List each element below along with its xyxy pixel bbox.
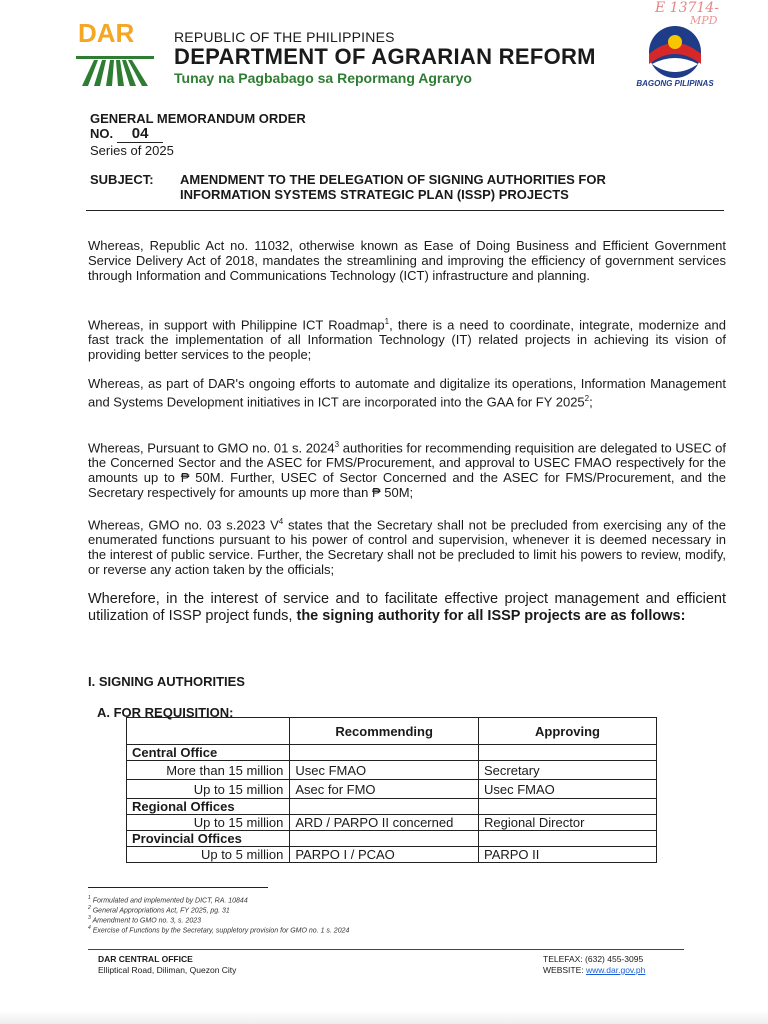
table-cell: Asec for FMO	[290, 780, 479, 799]
footnote-3-number: 3	[88, 915, 91, 921]
table-cell	[478, 831, 656, 847]
table-cell: Usec FMAO	[290, 761, 479, 780]
table-group-row	[127, 799, 657, 815]
subject-divider	[86, 210, 724, 211]
footer-telefax: TELEFAX: (632) 455-3095	[543, 954, 644, 964]
table-cell: Secretary	[478, 761, 656, 780]
section-title: I. SIGNING AUTHORITIES	[88, 674, 245, 689]
table-header-approving: Approving	[478, 718, 656, 745]
paragraph-6	[88, 591, 726, 625]
scan-edge	[0, 1010, 768, 1024]
paragraph-1: Whereas, Republic Act no. 11032, otherwise known as Ease of Doing Business and Efficient Government Service Delivery Act of 2018, mandates the streamlining and improving the efficiency of government services through Information and Communications Technology (ICT) infrastructure and planning.	[88, 238, 726, 283]
table-cell: Regional Director	[478, 815, 656, 831]
handwritten-mark: E 13714-	[655, 0, 719, 16]
table-cell: Up to 15 million	[127, 815, 290, 831]
table-group-row	[127, 745, 657, 761]
department-motto: Tunay na Pagbabago sa Repormang Agraryo	[174, 70, 472, 86]
memo-series: Series of 2025	[90, 143, 174, 158]
footer-address: Elliptical Road, Diliman, Quezon City	[98, 965, 237, 975]
paragraph-6-a: Wherefore, in the interest of service and to facilitate effective project management and efficient utilization of ISSP project funds,	[88, 591, 726, 624]
footnote-1-text: Formulated and implemented by DICT, RA. 10844	[90, 897, 248, 905]
table-row	[127, 761, 657, 780]
table-cell: More than 15 million	[127, 761, 290, 780]
group-provincial-offices: Provincial Offices	[127, 831, 290, 847]
group-regional-offices: Regional Offices	[127, 799, 290, 815]
subject-line-2: INFORMATION SYSTEMS STRATEGIC PLAN (ISSP) PROJECTS	[180, 187, 569, 202]
republic-heading: REPUBLIC OF THE PHILIPPINES	[174, 29, 395, 45]
footer-website-line	[543, 965, 645, 975]
footnote-4-text: Exercise of Functions by the Secretary, suppletory provision for GMO no. 1 s. 2024	[90, 927, 350, 935]
paragraph-2	[88, 314, 726, 362]
paragraph-4-a: Whereas, Pursuant to GMO no. 01 s. 2024	[88, 440, 335, 456]
table-cell	[290, 745, 479, 761]
paragraph-5-a: Whereas, GMO no. 03 s.2023 V	[88, 517, 279, 533]
table-cell: Usec FMAO	[478, 780, 656, 799]
dar-logo-text: DAR	[78, 20, 135, 48]
subject-line-1: AMENDMENT TO THE DELEGATION OF SIGNING AUTHORITIES FOR	[180, 172, 606, 187]
footnote-2-text: General Appropriations Act, FY 2025, pg. 31	[90, 907, 230, 915]
footer-website-link[interactable]: www.dar.gov.ph	[585, 965, 646, 975]
table-cell	[290, 799, 479, 815]
table-row	[127, 815, 657, 831]
footnote-1-number: 1	[88, 895, 91, 901]
department-heading: DEPARTMENT OF AGRARIAN REFORM	[174, 44, 596, 69]
subject-text	[180, 172, 700, 202]
bagong-pilipinas-logo	[640, 24, 710, 80]
paragraph-4-b: authorities for recommending requisition are delegated to USEC of the Concerned Sector and the ASEC for FMS/Procurement, and approval to USEC FMAO respectively for the amounts up to ₱ 50M. Further, USEC of Sector Concerned and the ASEC for FMS/Procurement, and the Secretary respectively for amounts up more than ₱ 50M;	[88, 440, 726, 501]
table-cell: PARPO I / PCAO	[290, 847, 479, 863]
table-cell: Up to 5 million	[127, 847, 290, 863]
footnote-2	[88, 905, 230, 914]
footnote-4-number: 4	[88, 925, 91, 931]
footer-office: DAR CENTRAL OFFICE	[98, 954, 193, 964]
footnote-divider	[88, 887, 268, 888]
paragraph-3	[88, 376, 726, 409]
memo-title: GENERAL MEMORANDUM ORDER	[90, 111, 306, 126]
group-central-office: Central Office	[127, 745, 290, 761]
signing-authority-table	[126, 717, 657, 863]
subject-label: SUBJECT:	[90, 172, 154, 187]
dar-logo	[76, 20, 154, 86]
footnote-1	[88, 895, 248, 904]
paragraph-5	[88, 514, 726, 577]
paragraph-2-a: Whereas, in support with Philippine ICT Roadmap	[88, 317, 385, 333]
table-row	[127, 847, 657, 863]
paragraph-6-b: the signing authority for all ISSP projects are as follows:	[296, 608, 686, 624]
footnote-2-number: 2	[88, 905, 91, 911]
memo-number-line	[90, 125, 163, 143]
table-cell	[478, 799, 656, 815]
table-cell: Up to 15 million	[127, 780, 290, 799]
table-row	[127, 780, 657, 799]
footnote-3	[88, 915, 201, 924]
table-header-row	[127, 718, 657, 745]
paragraph-2-b: , there is a need to coordinate, integrate, modernize and fast track the implementation of all Information Technology (IT) related projects in achieving its vision of providing better services to the people;	[88, 317, 726, 363]
table-cell	[290, 831, 479, 847]
paragraph-3-a: Whereas, as part of DAR's ongoing efforts to automate and digitalize its operations, Information Management and Systems Development initiatives in ICT are incorporated into the GAA for FY 2025	[88, 376, 726, 410]
table-header-empty	[127, 718, 290, 745]
table-group-row	[127, 831, 657, 847]
subsection-title: A. FOR REQUISITION:	[97, 705, 234, 720]
memo-no-label: NO.	[90, 126, 114, 141]
footer-divider	[88, 949, 684, 950]
table-header-recommending: Recommending	[290, 718, 479, 745]
table-cell: ARD / PARPO II concerned	[290, 815, 479, 831]
footnote-ref-1: 1	[384, 317, 390, 326]
footnote-4	[88, 925, 349, 934]
footnote-ref-4: 4	[278, 517, 284, 526]
handwritten-mark-2: MPD	[690, 14, 718, 27]
table-cell: PARPO II	[478, 847, 656, 863]
footnote-3-text: Amendment to GMO no. 3, s. 2023	[90, 917, 202, 925]
paragraph-4	[88, 437, 726, 500]
paragraph-3-b: ;	[589, 394, 593, 410]
bagong-pilipinas-caption: BAGONG PILIPINAS	[636, 79, 714, 88]
table-cell	[478, 745, 656, 761]
footer-website-label: WEBSITE:	[543, 965, 586, 975]
memo-number: 04	[117, 125, 163, 143]
footnote-ref-2: 2	[584, 394, 590, 403]
paragraph-5-b: states that the Secretary shall not be precluded from exercising any of the enumerated functions pursuant to his power of control and supervision, whenever it is deemed necessary in the interest of public service. Further, the Secretary shall not be precluded to limit his powers to review, modify, or reverse any action taken by the officials;	[88, 517, 726, 578]
footnote-ref-3: 3	[334, 440, 340, 449]
